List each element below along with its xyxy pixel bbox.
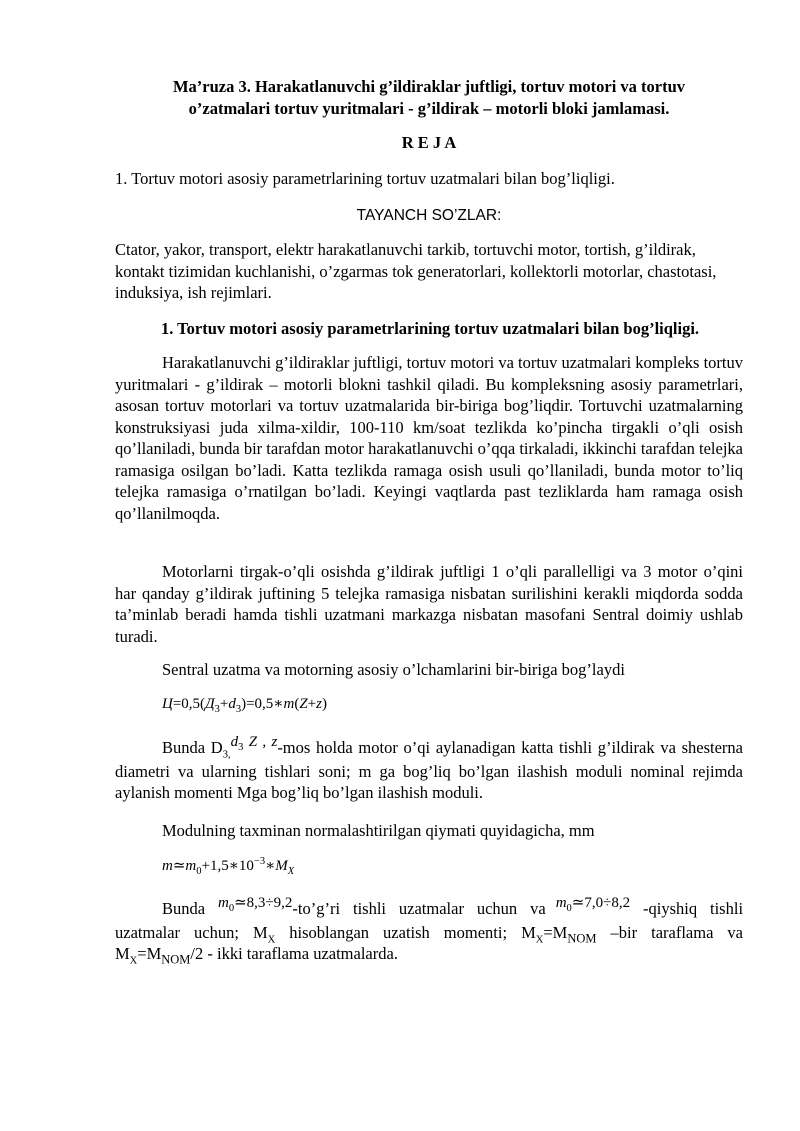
reja-heading: R E J A xyxy=(401,133,457,152)
paragraph-5: Modulning taxminan normalashtirilgan qiymati quyidagicha, mm xyxy=(162,821,595,840)
lecture-title xyxy=(115,76,743,119)
plan-item: 1. Tortuv motori asosiy parametrlarining tortuv uzatmalari bilan bog’liqligi. xyxy=(115,169,615,188)
paragraph-2: Motorlarni tirgak-o’qli osishda g’ildirak juftligi 1 o’qli parallelligi va 3 motor o’qini har qanday g’ildirak juftining 5 telejka ramasiga nisbatan surilishini kerakli miqdorda sodda ta’minlab beradi hamda tishli uzatmani markazga nisbatan masofani Sentral doimiy ushlab turadi. xyxy=(115,562,743,646)
paragraph-1: Harakatlanuvchi g’ildiraklar juftligi, tortuv motori va tortuv uzatmalari kompleks tortuv yuritmalari - g’ildirak – motorli blokni tashkil qiladi. Bu kompleksning asosiy parametrlari, asosan tortuv motorlari va tortuv uzatmalarida bir-biriga bog’liqdir. Tortuvchi uzatmalarning konstruksiyasi juda xilma-xildir, 100-110 km/soat tezlikda ko’pincha tirgakli o’qli osish qo’llaniladi, bunda bir tarafdan motor harakatlanuvchi o’qqa tirkaladi, ikkinchi tarafdan telejka ramasiga osilgan bo’ladi. Katta tezlikda ramaga osish usuli qo’llaniladi, bunda motor to’liq telejka ramasiga o’rnatilgan bo’ladi. Keyingi vaqtlarda past tezliklarda ham ramaga osish qo’llanilmoqda. xyxy=(115,353,744,523)
paragraph-6: Bunda $m_0≃8,3\div 9,2-to’g’ri$ tishli uzatmalar uchun va $m_0≃7,0\div 8,2$ -qiyshiq tishli uzatmalar uchun; $M_X$ hisoblangan uzatish momenti; $M_X=M_{NOM}$ –bir taraflama va $M_X=M_{NOM}/2$ - ikki taraflama uzatmalarda. xyxy=(115,895,744,967)
paragraph-3: Sentral uzatma va motorning asosiy o’lchamlarini bir-biriga bog’laydi xyxy=(162,660,625,679)
formula-center-distance: $Ц=0,5(Д_3+d_3)=0,5∗m(Z+z)$ xyxy=(162,696,327,715)
keywords-text: Ctator, yakor, transport, elektr harakatlanuvchi tarkib, tortuvchi motor, tortish, g’ildirak, kontakt tizimidan kuchlanishi, o’zgarmas tok generatorlari, kollektorli motorlar, chastotasi, induksiya, ish rejimlari. xyxy=(115,240,717,302)
section-heading: 1. Tortuv motori asosiy parametrlarining tortuv uzatmalari bilan bog’liqligi. xyxy=(160,319,700,338)
formula-module: $m≃m_0+1,5∗10^{-3}∗M_X$ xyxy=(162,856,295,877)
paragraph-4: Bunda $D_{3,}d_3$ Z , z-mos holda motor o’qi aylanadigan katta tishli g’ildirak va shesterna diametri va ularning tishlari soni; m ga bog’liq bo’lgan ilashish moduli nominal rejimda aylanish momenti Mga bog’liq bo’lgan ilashish moduli. xyxy=(115,734,743,802)
title-line-2: o’zatmalari tortuv yuritmalari - g’ildirak – motorli bloki jamlamasi. xyxy=(188,98,670,118)
keywords-heading: TAYANCH SO’ZLAR: xyxy=(356,207,502,224)
title-line-1: Ma’ruza 3. Harakatlanuvchi g’ildiraklar juftligi, tortuv motori va tortuv xyxy=(172,77,686,96)
